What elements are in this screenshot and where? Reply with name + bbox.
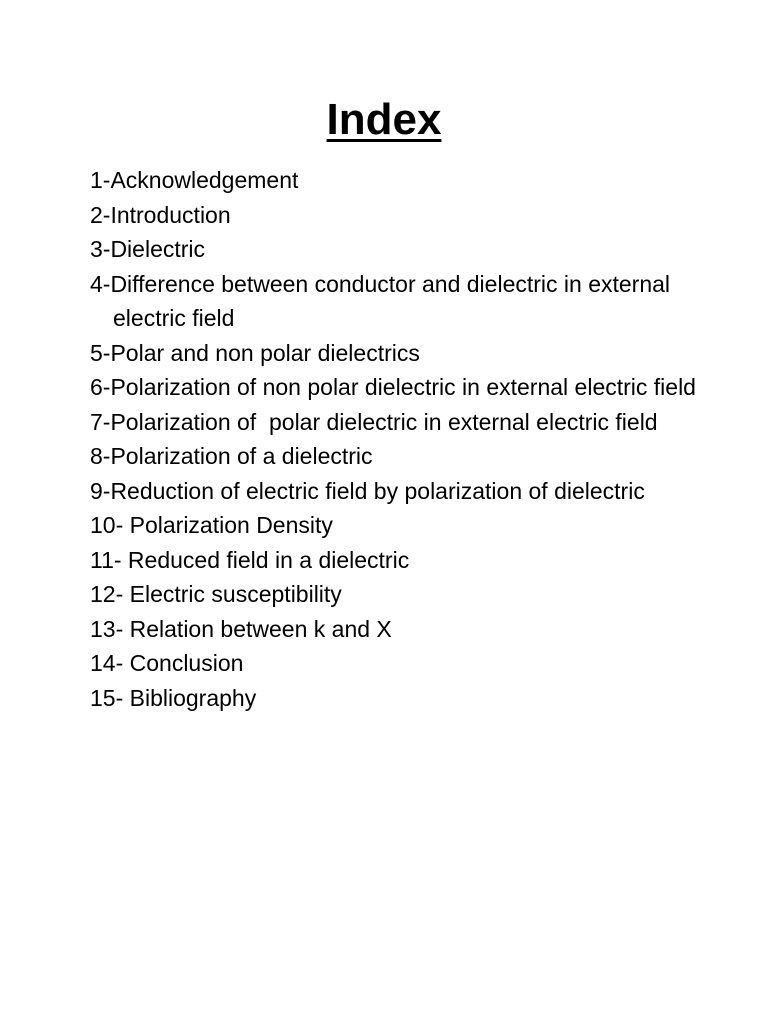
index-item: 11- Reduced field in a dielectric xyxy=(90,546,410,573)
index-item: 3-Dielectric xyxy=(90,236,206,262)
index-item: 6-Polarization of non polar dielectric in external electric field xyxy=(90,374,696,400)
index-item: 9-Reduction of electric field by polarization of dielectric xyxy=(90,477,645,504)
index-list xyxy=(90,163,730,715)
index-item: 1-Acknowledgement xyxy=(90,167,299,193)
index-item: 14- Conclusion xyxy=(90,650,244,676)
index-item: 15- Bibliography xyxy=(90,684,257,711)
index-item: 13- Relation between k and X xyxy=(90,615,392,642)
index-item: 8-Polarization of a dielectric xyxy=(90,443,373,469)
index-item: 2-Introduction xyxy=(90,201,231,228)
index-item: 10- Polarization Density xyxy=(90,512,333,538)
page-title xyxy=(0,92,768,148)
index-item: 12- Electric susceptibility xyxy=(90,581,342,607)
index-item: 5-Polar and non polar dielectrics xyxy=(90,339,420,366)
index-item: 4-Difference between conductor and dielectric in external electric field xyxy=(90,270,677,331)
page-title-text: Index xyxy=(326,95,442,144)
index-item: 7-Polarization of polar dielectric in external electric field xyxy=(90,408,658,435)
